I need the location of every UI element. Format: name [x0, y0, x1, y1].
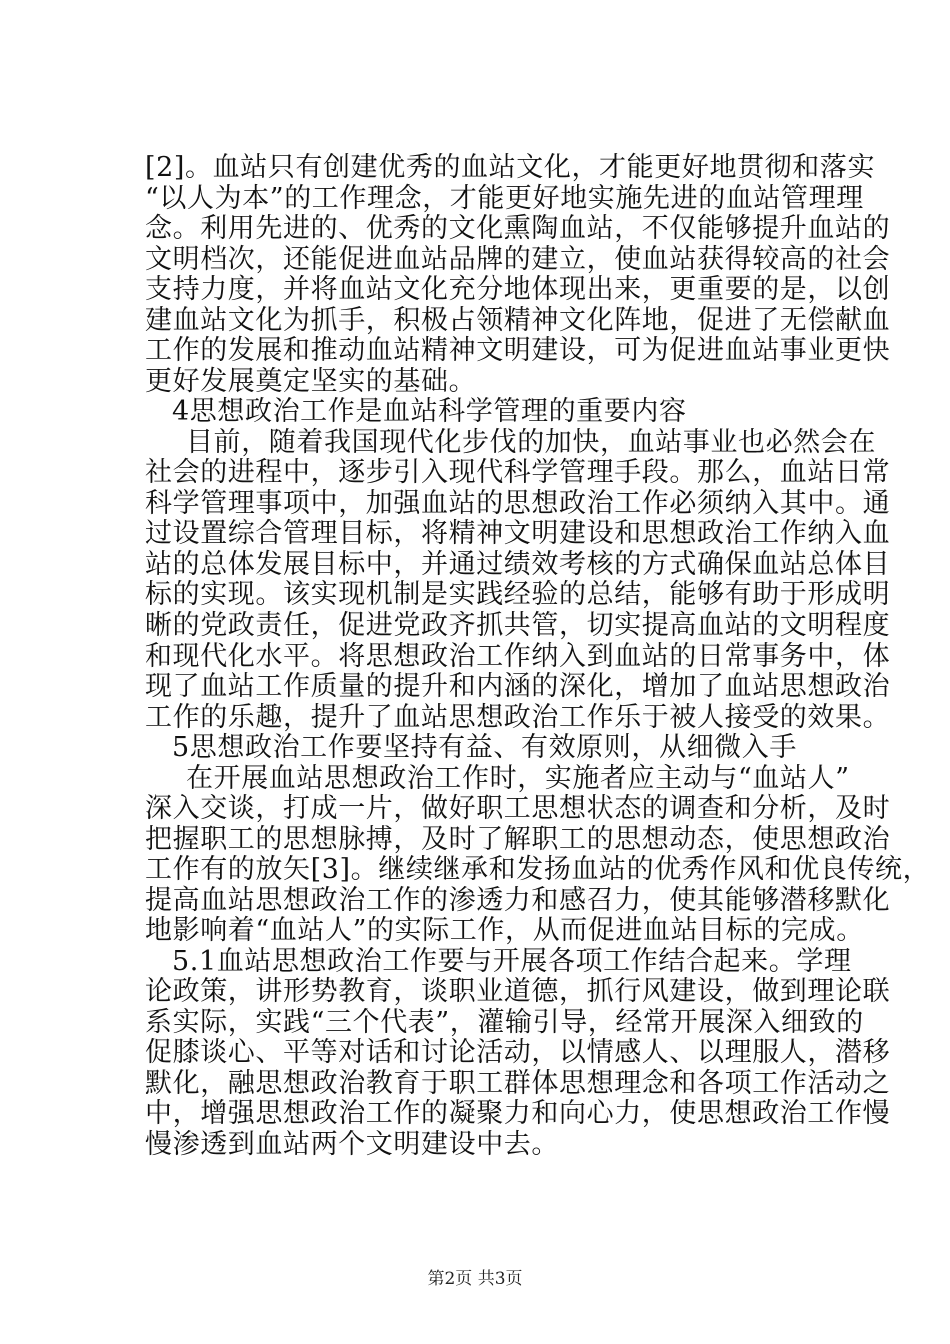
text-line: 科学管理事项中，加强血站的思想政治工作必须纳入其中。通 [145, 488, 891, 519]
text-line: 社会的进程中，逐步引入现代科学管理手段。那么，血站日常 [145, 457, 891, 488]
text-line: 在开展血站思想政治工作时，实施者应主动与“血站人” [186, 763, 850, 794]
text-line: 支持力度，并将血站文化充分地体现出来，更重要的是，以创 [145, 274, 891, 305]
text-line: 文明档次，还能促进血站品牌的建立，使血站获得较高的社会 [145, 244, 891, 275]
text-line: 提高血站思想政治工作的渗透力和感召力，使其能够潜移默化 [145, 885, 891, 916]
text-line: 标的实现。该实现机制是实践经验的总结，能够有助于形成明 [145, 579, 891, 610]
text-line: 5思想政治工作要坚持有益、有效原则，从细微入手 [172, 732, 797, 763]
text-line: 把握职工的思想脉搏，及时了解职工的思想动态，使思想政治 [145, 824, 891, 855]
text-line: 更好发展奠定坚实的基础。 [145, 366, 477, 397]
text-line: 地影响着“血站人”的实际工作，从而促进血站目标的完成。 [145, 915, 864, 946]
text-line: 促膝谈心、平等对话和讨论活动，以情感人、以理服人，潜移 [145, 1037, 891, 1068]
text-line: “以人为本”的工作理念，才能更好地实施先进的血站管理理 [145, 183, 864, 214]
text-line: 目前，随着我国现代化步伐的加快，血站事业也必然会在 [186, 427, 876, 458]
text-line: 晰的党政责任，促进党政齐抓共管，切实提高血站的文明程度 [145, 610, 891, 641]
text-line: 站的总体发展目标中，并通过绩效考核的方式确保血站总体目 [145, 549, 891, 580]
text-line: 工作的乐趣，提升了血站思想政治工作乐于被人接受的效果。 [145, 702, 891, 733]
page-footer: 第2页 共3页 [427, 1269, 523, 1289]
text-line: 工作有的放矢[3]。继续继承和发扬血站的优秀作风和优良传统， [145, 854, 931, 885]
text-line: 默化，融思想政治教育于职工群体思想理念和各项工作活动之 [145, 1068, 891, 1099]
text-line: 念。利用先进的、优秀的文化熏陶血站，不仅能够提升血站的 [145, 213, 891, 244]
text-line: 现了血站工作质量的提升和内涵的深化，增加了血站思想政治 [145, 671, 891, 702]
text-line: 4思想政治工作是血站科学管理的重要内容 [172, 396, 687, 427]
text-line: 和现代化水平。将思想政治工作纳入到血站的日常事务中，体 [145, 641, 891, 672]
text-line: 过设置综合管理目标，将精神文明建设和思想政治工作纳入血 [145, 518, 891, 549]
text-line: 建血站文化为抓手，积极占领精神文化阵地，促进了无偿献血 [145, 305, 891, 336]
text-line: 深入交谈，打成一片，做好职工思想状态的调查和分析，及时 [145, 793, 891, 824]
text-line: [2]。血站只有创建优秀的血站文化，才能更好地贯彻和落实 [145, 152, 876, 183]
text-line: 慢渗透到血站两个文明建设中去。 [145, 1129, 559, 1160]
text-line: 论政策，讲形势教育，谈职业道德，抓行风建设，做到理论联 [145, 976, 891, 1007]
text-line: 系实际，实践“三个代表”，灌输引导，经常开展深入细致的 [145, 1007, 864, 1038]
text-line: 工作的发展和推动血站精神文明建设，可为促进血站事业更快 [145, 335, 891, 366]
text-line: 5.1血站思想政治工作要与开展各项工作结合起来。学理 [172, 946, 852, 977]
text-line: 中，增强思想政治工作的凝聚力和向心力，使思想政治工作慢 [145, 1098, 891, 1129]
